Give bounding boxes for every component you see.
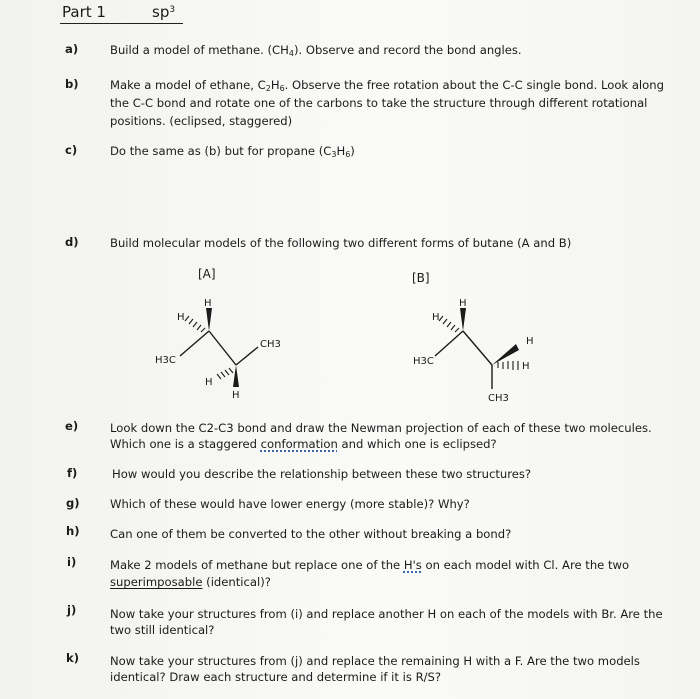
atom-h: H <box>432 312 440 323</box>
question-b-line3: positions. (eclipsed, staggered) <box>110 114 293 128</box>
single-bond <box>209 331 236 365</box>
question-b-line1: Make a model of ethane, $C_2H_6$. Observe the free rotation about the C-C single bond. Look along <box>110 78 664 93</box>
question-i-line1: Make 2 models of methane but replace one of the H's on each model with Cl. Are the two <box>110 558 630 572</box>
atom-h3c: H3C <box>413 356 434 367</box>
atom-h: H <box>526 336 534 347</box>
question-e-line1: Look down the C2-C3 bond and draw the Newman projection of each of these two molecules. <box>110 421 652 435</box>
atom-h: H <box>232 390 240 401</box>
question-a-text: Build a model of methane. $(CH_4)$. Observe and record the bond angles. <box>110 43 522 58</box>
structure-b-label: [B] <box>412 271 430 285</box>
wedge-bond <box>492 344 519 365</box>
question-b-line2: the C-C bond and rotate one of the carbons to take the structure through different rotational <box>110 96 648 110</box>
wedge-bond <box>460 308 466 331</box>
atom-h: H <box>205 377 213 388</box>
question-k-line1: Now take your structures from (j) and replace the remaining H with a F. Are the two models <box>110 654 640 668</box>
structure-b <box>412 271 534 404</box>
question-c-text: Do the same as (b) but for propane $(C_3H_6)$ <box>110 144 355 159</box>
question-d-text: Build molecular models of the following two different forms of butane (A and B) <box>110 236 572 250</box>
structure-a <box>155 267 281 401</box>
question-e-line2: Which one is a staggered conformation and which one is eclipsed? <box>110 437 497 451</box>
question-k-line2: identical? Draw each structure and determine if it is R/S? <box>110 670 442 684</box>
part-title-underline <box>60 23 183 24</box>
atom-h: H <box>177 312 185 323</box>
hybridization-label: $sp^3$ <box>152 3 176 21</box>
butane-structures <box>0 255 700 405</box>
atom-h: H <box>204 298 212 309</box>
question-label-j: j) <box>67 603 77 617</box>
atom-h3c: H3C <box>155 355 176 366</box>
question-label-b: b) <box>65 77 79 91</box>
question-g-text: Which of these would have lower energy (more stable)? Why? <box>110 497 470 511</box>
atom-h: H <box>459 298 467 309</box>
single-bond <box>435 331 463 356</box>
question-label-d: d) <box>65 235 79 249</box>
hash-bond <box>498 361 518 370</box>
question-j-line2: two still identical? <box>110 623 215 637</box>
hash-bond <box>439 316 459 332</box>
wedge-bond <box>233 365 239 387</box>
question-label-a: a) <box>65 42 79 56</box>
atom-ch3: CH3 <box>260 339 281 350</box>
question-label-e: e) <box>65 419 79 433</box>
hash-bond <box>185 316 205 332</box>
structure-a-label: [A] <box>198 267 216 281</box>
question-label-i: i) <box>67 555 77 569</box>
wedge-bond <box>206 308 212 331</box>
question-label-f: f) <box>67 466 78 480</box>
hash-bond <box>217 368 233 379</box>
question-j-line1: Now take your structures from (i) and replace another H on each of the models with Br. Are the <box>110 607 663 621</box>
question-f-text: How would you describe the relationship between these two structures? <box>112 467 532 481</box>
question-i-line2: superimposable (identical)? <box>110 575 271 589</box>
single-bond <box>463 331 492 365</box>
single-bond <box>180 331 209 356</box>
question-h-text: Can one of them be converted to the other without breaking a bond? <box>110 527 512 541</box>
question-label-c: c) <box>65 143 78 157</box>
single-bond <box>236 347 258 365</box>
question-label-k: k) <box>66 651 80 665</box>
question-label-h: h) <box>66 524 80 538</box>
atom-ch3: CH3 <box>488 393 509 404</box>
part-title: Part 1 <box>62 3 106 21</box>
question-label-g: g) <box>66 496 80 510</box>
atom-h: H <box>522 361 530 372</box>
